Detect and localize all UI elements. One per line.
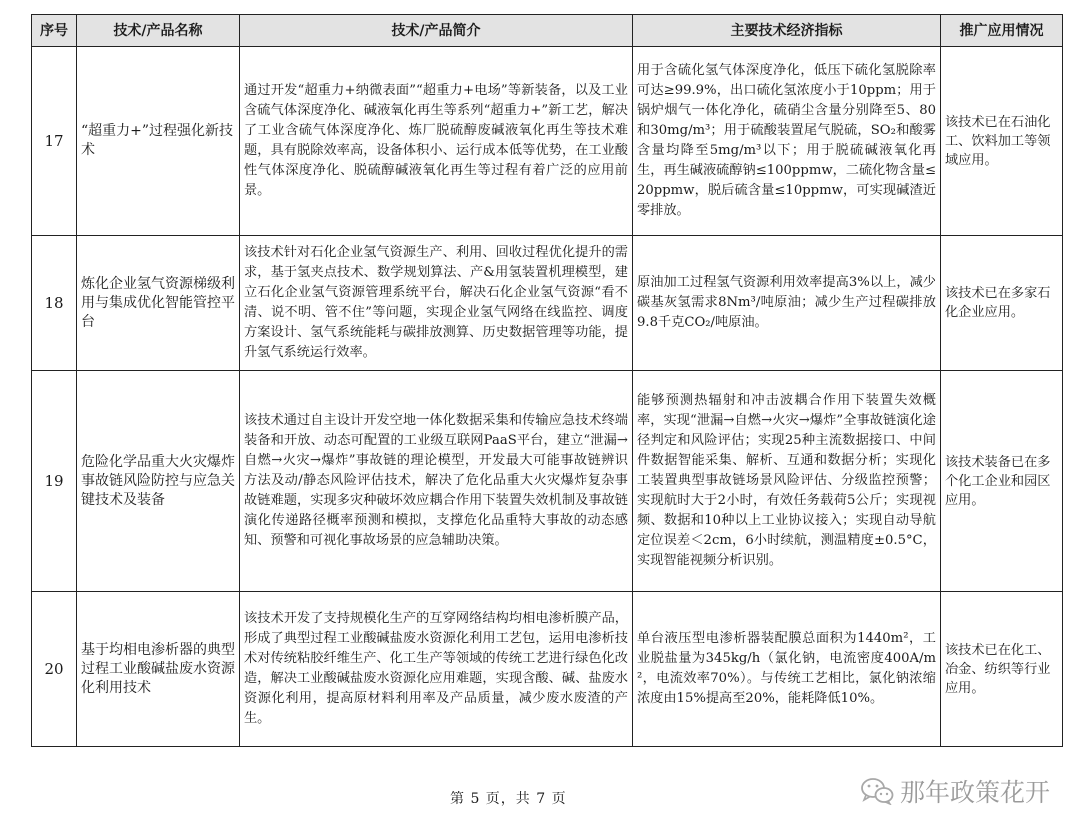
table-row — [32, 592, 1063, 747]
row-name: 基于均相电渗析器的典型过程工业酸碱盐废水资源化利用技术 — [77, 592, 240, 747]
row-promotion: 该技术装备已在多个化工企业和园区应用。 — [941, 371, 1063, 592]
row-indicators: 用于含硫化氢气体深度净化，低压下硫化氢脱除率可达≥99.9%，出口硫化氢浓度小于10ppm；用于锅炉烟气一体化净化，硫硝尘含量分别降至5、80和30mg/m³；用于硫酸装置尾气脱硫，SO₂和酸雾含量均降至5mg/m³以下；用于脱硫碱液氧化再生，再生碱液硫醇钠≤100ppmw，二硫化物含量≤20ppmw，脱后硫含量≤10ppmw，可实现碱渣近零排放。 — [633, 47, 941, 236]
header-indicators: 主要技术经济指标 — [633, 15, 941, 47]
row-number: 19 — [32, 371, 77, 592]
table-row — [32, 236, 1063, 371]
row-number: 18 — [32, 236, 77, 371]
row-number: 20 — [32, 592, 77, 747]
row-promotion: 该技术已在化工、冶金、纺织等行业应用。 — [941, 592, 1063, 747]
row-indicators: 单台液压型电渗析器装配膜总面积为1440m²，工业脱盐量为345kg/h（氯化钠，电流密度400A/m²，电流效率70%）。与传统工艺相比，氯化钠浓缩浓度由15%提高至20%，能耗降低10%。 — [633, 592, 941, 747]
row-intro: 该技术通过自主设计开发空地一体化数据采集和传输应急技术终端装备和开放、动态可配置的工业级互联网PaaS平台，建立“泄漏→自燃→火灾→爆炸”事故链的理论模型，开发最大可能事故链辨识方法及动/静态风险评估技术，解决了危化品重大火灾爆炸复杂事故链难题，实现多灾种破坏效应耦合作用下装置失效机制及事故链演化传递路径概率预测和模拟，支撑危化品重特大事故的动态感知、预警和可视化事故场景的应急辅助决策。 — [240, 371, 633, 592]
row-number: 17 — [32, 47, 77, 236]
row-promotion: 该技术已在石油化工、饮料加工等领域应用。 — [941, 47, 1063, 236]
watermark — [860, 773, 1050, 809]
table-row — [32, 47, 1063, 236]
row-name: 危险化学品重大火灾爆炸事故链风险防控与应急关键技术及装备 — [77, 371, 240, 592]
header-promotion: 推广应用情况 — [941, 15, 1063, 47]
header-product-name: 技术/产品名称 — [77, 15, 240, 47]
row-indicators: 能够预测热辐射和冲击波耦合作用下装置失效概率，实现“泄漏→自燃→火灾→爆炸”全事故链演化途径判定和风险评估；实现25种主流数据接口、中间件数据智能采集、解析、互通和数据分析；实现化工装置典型事故链场景风险评估、分级监控预警；实现航时大于2小时，有效任务载荷5公斤；实现视频、数据和10种以上工业协议接入；实现自动导航定位误差＜2cm，6小时续航，测温精度±0.5°C，实现智能视频分析识别。 — [633, 371, 941, 592]
row-name: “超重力+”过程强化新技术 — [77, 47, 240, 236]
row-name: 炼化企业氢气资源梯级利用与集成优化智能管控平台 — [77, 236, 240, 371]
row-promotion: 该技术已在多家石化企业应用。 — [941, 236, 1063, 371]
table-row — [32, 371, 1063, 592]
wechat-logo-icon — [860, 777, 894, 805]
watermark-text: 那年政策花开 — [899, 778, 1050, 807]
policy-table — [31, 14, 1063, 747]
header-serial-number: 序号 — [32, 15, 77, 47]
page-footer: 第 5 页，共 7 页 — [450, 791, 567, 807]
header-product-intro: 技术/产品简介 — [240, 15, 633, 47]
table-header-row — [32, 15, 1063, 47]
row-indicators: 原油加工过程氢气资源利用效率提高3%以上，减少碳基灰氢需求8Nm³/吨原油；减少生产过程碳排放9.8千克CO₂/吨原油。 — [633, 236, 941, 371]
row-intro: 通过开发“超重力+纳微表面”“超重力+电场”等新装备，以及工业含硫气体深度净化、碱液氧化再生等系列“超重力+”新工艺，解决了工业含硫气体深度净化、炼厂脱硫醇废碱液氧化再生等技术难题，具有脱除效率高，设备体积小、运行成本低等优势，在工业酸性气体深度净化、脱硫醇碱液氧化再生等过程有着广泛的应用前景。 — [240, 47, 633, 236]
row-intro: 该技术针对石化企业氢气资源生产、利用、回收过程优化提升的需求，基于氢夹点技术、数学规划算法、产&用氢装置机理模型，建立石化企业氢气资源管理系统平台，解决石化企业氢气资源“看不清、说不明、管不住”等问题，实现企业氢气网络在线监控、调度方案设计、氢气系统能耗与碳排放测算、历史数据管理等功能，提升氢气系统运行效率。 — [240, 236, 633, 371]
row-intro: 该技术开发了支持规模化生产的互穿网络结构均相电渗析膜产品，形成了典型过程工业酸碱盐废水资源化利用工艺包，运用电渗析技术对传统粘胶纤维生产、化工生产等领域的传统工艺进行绿色化改造，解决工业酸碱盐废水资源化应用难题，实现含酸、碱、盐废水资源化利用，提高原材料利用率及产品质量，减少废水废渣的产生。 — [240, 592, 633, 747]
